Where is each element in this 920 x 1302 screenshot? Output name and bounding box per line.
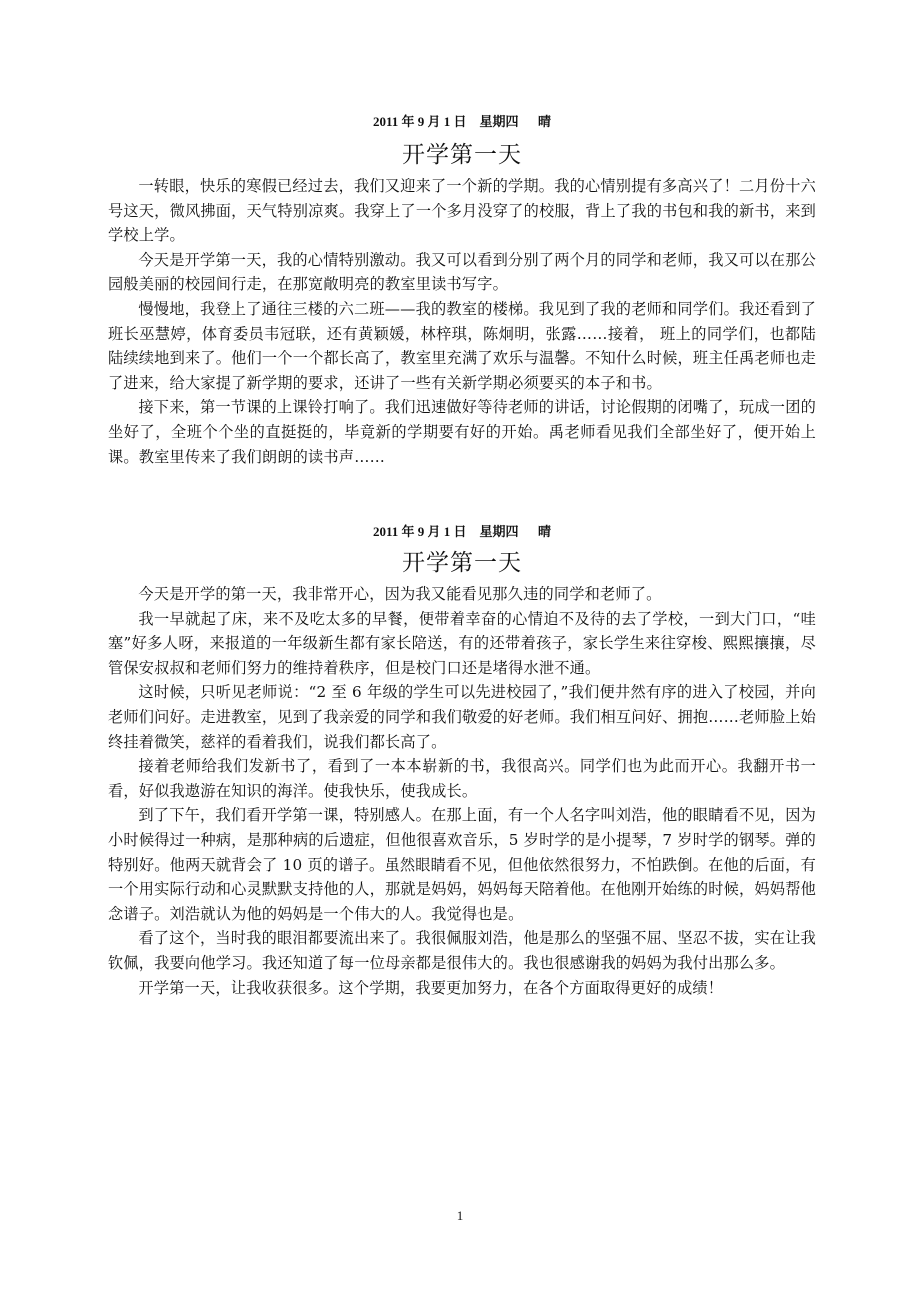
diary-entry-1 bbox=[108, 112, 816, 469]
paragraph: 我一早就起了床，来不及吃太多的早餐，便带着幸奋的心情迫不及待的去了学校，一到大门口，“哇塞”好多人呀，来报道的一年级新生都有家长陪送，有的还带着孩子，家长学生来往穿梭、熙熙攘攘，尽管保安叔叔和老师们努力的维持着秩序，但是校门口还是堵得水泄不通。 bbox=[108, 609, 816, 677]
paragraph: 接着老师给我们发新书了，看到了一本本崭新的书，我很高兴。同学们也为此而开心。我翻开书一看，好似我遨游在知识的海洋。使我快乐，使我成长。 bbox=[108, 757, 816, 800]
paragraph: 看了这个，当时我的眼泪都要流出来了。我很佩服刘浩，他是那么的坚强不屈、坚忍不拔，实在让我钦佩，我要向他学习。我还知道了每一位母亲都是很伟大的。我也很感谢我的妈妈为我付出那么多。 bbox=[108, 929, 816, 972]
paragraph: 接下来，第一节课的上课铃打响了。我们迅速做好等待老师的讲话，讨论假期的闭嘴了，玩成一团的坐好了，全班个个坐的直挺挺的，毕竟新的学期要有好的开始。禹老师看见我们全部坐好了，便开始上课。教室里传来了我们朗朗的读书声…… bbox=[108, 398, 816, 466]
paragraph: 慢慢地，我登上了通往三楼的六二班——我的教室的楼梯。我见到了我的老师和同学们。我还看到了班长巫慧婷，体育委员韦冠联，还有黄颖媛，林梓琪，陈炯明，张露……接着， 班上的同学们，也都陆陆续续地到来了。他们一个一个都长高了，教室里充满了欢乐与温馨。不知什么时候，班主任禹老师也走了进来，给大家提了新学期的要求，还讲了一些有关新学期必须要买的本子和书。 bbox=[108, 299, 816, 392]
paragraph: 一转眼，快乐的寒假已经过去，我们又迎来了一个新的学期。我的心情别提有多高兴了！二月份十六号这天，微风拂面，天气特别凉爽。我穿上了一个多月没穿了的校服，背上了我的书包和我的新书，来到学校上学。 bbox=[108, 177, 816, 245]
diary-entry-2 bbox=[108, 522, 816, 1000]
entry-title: 开学第一天 bbox=[402, 142, 522, 168]
entry-date: 2011 年 9 月 1 日 星期四 晴 bbox=[372, 524, 552, 539]
page-number: 1 bbox=[456, 1208, 464, 1223]
entry-date: 2011 年 9 月 1 日 星期四 晴 bbox=[372, 114, 552, 129]
paragraph: 这时候，只听见老师说：“2 至 6 年级的学生可以先进校园了，”我们便井然有序的进入了校园，并向老师们问好。走进教室，见到了我亲爱的同学和我们敬爱的好老师。我们相互问好、拥抱……老师脸上始终挂着微笑，慈祥的看着我们，说我们都长高了。 bbox=[108, 683, 816, 751]
entry-title: 开学第一天 bbox=[402, 550, 522, 576]
paragraph: 开学第一天，让我收获很多。这个学期，我要更加努力，在各个方面取得更好的成绩！ bbox=[138, 978, 724, 997]
paragraph: 今天是开学第一天，我的心情特别激动。我又可以看到分别了两个月的同学和老师，我又可以在那公园般美丽的校园间行走，在那宽敞明亮的教室里读书写字。 bbox=[108, 250, 816, 294]
paragraph: 到了下午，我们看开学第一课，特别感人。在那上面，有一个人名字叫刘浩，他的眼睛看不见，因为小时候得过一种病，是那种病的后遗症，但他很喜欢音乐，5 岁时学的是小提琴，7 岁时学的钢琴。弹的特别好。他两天就背会了 10 页的谱子。虽然眼睛看不见，但他依然很努力，不怕跌倒。在他的后面，有一个用实际行动和心灵默默支持他的人，那就是妈妈，妈妈每天陪着他。在他刚开始练的时候，妈妈帮他念谱子。刘浩就认为他的妈妈是一个伟大的人。我觉得也是。 bbox=[108, 806, 816, 923]
paragraph: 今天是开学的第一天，我非常开心，因为我又能看见那久违的同学和老师了。 bbox=[138, 585, 662, 603]
